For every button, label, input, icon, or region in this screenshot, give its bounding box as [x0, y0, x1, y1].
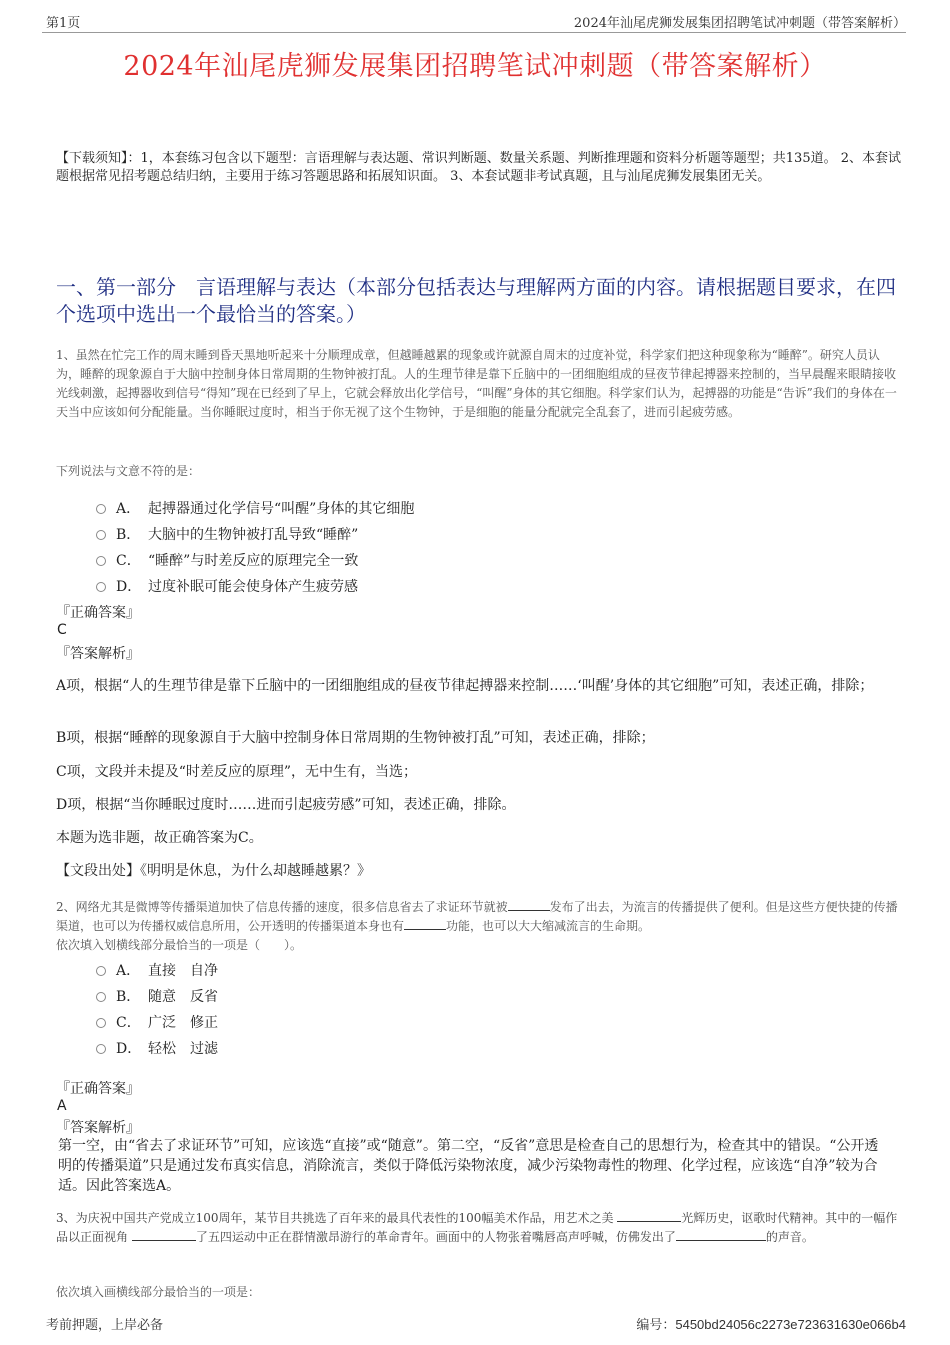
question-1-option-d[interactable]: D． 过度补眠可能会使身体产生疲劳感 [96, 576, 358, 596]
question-2-analysis: 第一空，由“省去了求证环节”可知，应该选“直接”或“随意”。第二空，“反省”意思是检查自己的思想行为，检查其中的错误。“公开透明的传播渠道”只是通过发布真实信息，消除流言，类似于降低污染物浓度，减少污染物毒性的物理、化学过程，应该选“自净”较为合适。因此答案选A。 [58, 1138, 879, 1194]
question-3-text: 3、为庆祝中国共产党成立100周年，某节目共挑选了百年来的最具代表性的100幅美术作品，用艺术之美 光辉历史，讴歌时代精神。其中的一幅作品以正面视角 了五四运动中正在群情激昂游行的革命青年。画面中的人物张着嘴唇高声呼喊，仿佛发出了 的声音。 [56, 1211, 898, 1244]
correct-answer-label: 『正确答案』 [56, 1081, 140, 1097]
download-notice: 【下载须知】：1，本套练习包含以下题型：言语理解与表达题、常识判断题、数量关系题、判断推理题和资料分析题等题型；共135道。 2、本套试题根据常见招考题总结归纳，主要用于练习答题思路和拓展知识面。 3、本套试题非考试真题，且与汕尾虎狮发展集团无关。 [56, 151, 901, 184]
running-header-title: 2024年汕尾虎狮发展集团招聘笔试冲刺题（带答案解析） [573, 16, 906, 31]
question-2-option-c[interactable]: C． 广泛 修正 [96, 1012, 218, 1032]
footer-slogan: 考前押题，上岸必备 [46, 1318, 164, 1333]
question-1-text: 1、虽然在忙完工作的周末睡到昏天黑地听起来十分顺理成章，但越睡越累的现象或许就源自周末的过度补觉，科学家们把这种现象称为“睡醉”。研究人员认为，睡醉的现象源自于大脑中控制身体日常周期的生物钟被打乱。人的生理节律是靠下丘脑中的一团细胞组成的昼夜节律起搏器来控制的，当早晨醒来眼睛接收光线刺激，起搏器收到信号“得知”现在已经到了早上，它就会释放出化学信号，“叫醒”身体的其它细胞。科学家们认为，起搏器的功能是“告诉”我们的身体在一天当中应该如何分配能量。当你睡眠过度时，相当于你无视了这个生物钟，于是细胞的能量分配就完全乱套了，进而引起疲劳感。 [56, 348, 897, 419]
fill-blank [404, 929, 446, 930]
radio-icon[interactable] [96, 556, 106, 566]
radio-icon[interactable] [96, 992, 106, 1002]
question-1-source: 【文段出处】《明明是休息，为什么却越睡越累？》 [56, 863, 371, 879]
document-title: 2024年汕尾虎狮发展集团招聘笔试冲刺题（带答案解析） [123, 51, 827, 82]
question-1-prompt: 下列说法与文意不符的是： [56, 464, 201, 478]
question-2-answer: A [57, 1098, 67, 1114]
question-1-analysis-d: D项，根据“当你睡眠过度时……进而引起疲劳感”可知，表述正确，排除。 [56, 797, 516, 813]
fill-blank [617, 1221, 681, 1222]
question-2-text: 2、网络尤其是微博等传播渠道加快了信息传播的速度，很多信息省去了求证环节就被 发布了出去，为流言的传播提供了便利。但是这些方便快捷的传播渠道，也可以为传播权威信息所用，公开透明的传播渠道本身也有 功能，也可以大大缩减流言的生命期。 [56, 900, 898, 933]
fill-blank [132, 1240, 196, 1241]
question-1-option-b[interactable]: B． 大脑中的生物钟被打乱导致“睡醉” [96, 524, 358, 544]
question-2-option-d[interactable]: D． 轻松 过滤 [96, 1038, 218, 1058]
analysis-label: 『答案解析』 [56, 1120, 140, 1136]
question-1-option-c[interactable]: C． “睡醉”与时差反应的原理完全一致 [96, 550, 358, 570]
radio-icon[interactable] [96, 966, 106, 976]
question-2-option-b[interactable]: B． 随意 反省 [96, 986, 218, 1006]
question-2-option-a[interactable]: A． 直接 自净 [96, 960, 218, 980]
fill-blank [676, 1240, 766, 1241]
question-3-prompt: 依次填入画横线部分最恰当的一项是： [56, 1285, 261, 1299]
question-1-analysis-c: C项，文段并未提及“时差反应的原理”，无中生有，当选； [56, 764, 418, 780]
radio-icon[interactable] [96, 1044, 106, 1054]
question-1-answer: C [57, 622, 67, 638]
header-divider [42, 32, 906, 33]
question-1-analysis-a: A项，根据“人的生理节律是靠下丘脑中的一团细胞组成的昼夜节律起搏器来控制……‘叫醒’身体的其它细胞”可知，表述正确，排除； [56, 678, 874, 694]
page-number: 第1页 [46, 16, 81, 31]
fill-blank [508, 910, 550, 911]
radio-icon[interactable] [96, 1018, 106, 1028]
question-1-analysis-b: B项，根据“睡醉的现象源自于大脑中控制身体日常周期的生物钟被打乱”可知，表述正确，排除； [56, 730, 655, 746]
radio-icon[interactable] [96, 504, 106, 514]
question-1-conclusion: 本题为选非题，故正确答案为C。 [56, 830, 263, 846]
radio-icon[interactable] [96, 582, 106, 592]
question-2-prompt: 依次填入划横线部分最恰当的一项是（ ）。 [56, 938, 303, 952]
radio-icon[interactable] [96, 530, 106, 540]
section-heading: 一、第一部分 言语理解与表达（本部分包括表达与理解两方面的内容。请根据题目要求，在四个选项中选出一个最恰当的答案。） [56, 275, 896, 326]
question-1-option-a[interactable]: A． 起搏器通过化学信号“叫醒”身体的其它细胞 [96, 498, 414, 518]
analysis-label: 『答案解析』 [56, 646, 140, 662]
correct-answer-label: 『正确答案』 [56, 605, 140, 621]
footer-code: 编号：5450bd24056c2273e723631630e066b4 [636, 1317, 906, 1333]
